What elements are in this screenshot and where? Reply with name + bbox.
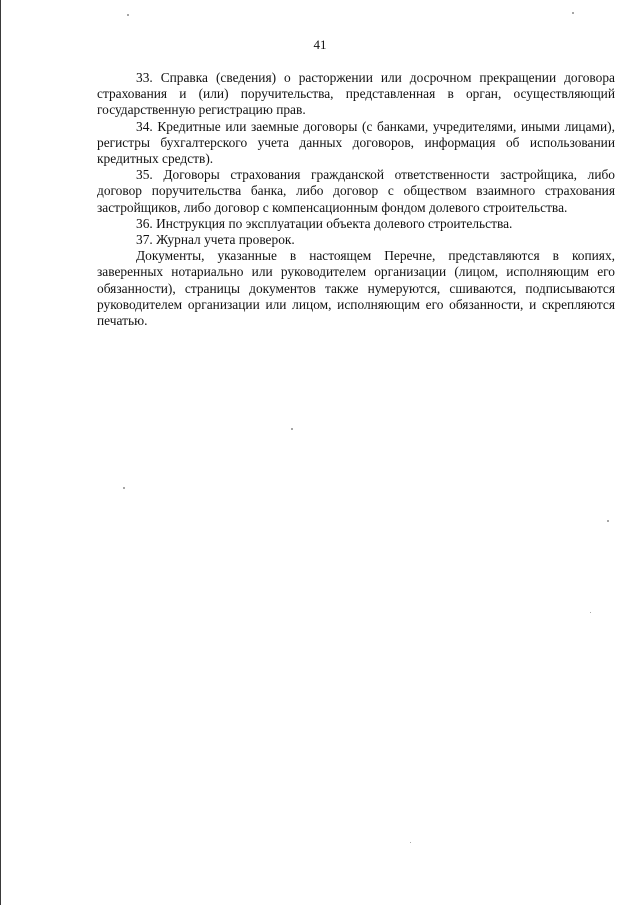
scan-speck	[590, 612, 591, 613]
paragraph-item-34: 34. Кредитные или заемные договоры (с банками, учредителями, иными лицами), регистры бухгалтерского учета данных договоров, информация об использовании кредитных средств).	[97, 118, 615, 167]
scan-speck	[127, 14, 129, 16]
scan-speck	[572, 12, 574, 14]
scan-speck	[291, 428, 293, 430]
paragraph-closing-note: Документы, указанные в настоящем Перечне, представляются в копиях, заверенных нотариально или руководителем организации (лицом, исполняющим его обязанности), страницы документов также нумеруются, сшиваются, подписываются руководителем организации или лицом, исполняющим его обязанности, и скрепляются печатью.	[97, 248, 615, 329]
paragraph-item-35: 35. Договоры страхования гражданской ответственности застройщика, либо договор поручительства банка, либо договор с обществом взаимного страхования застройщиков, либо договор с компенсационным фондом долевого строительства.	[97, 167, 615, 215]
page-edge-line	[0, 0, 1, 905]
document-body	[97, 70, 615, 329]
scan-speck	[607, 520, 609, 522]
paragraph-item-33: 33. Справка (сведения) о расторжении или досрочном прекращении договора страхования и (или) поручительства, представленная в орган, осуществляющий государственную регистрацию прав.	[97, 70, 615, 118]
paragraph-item-37: 37. Журнал учета проверок.	[136, 232, 295, 248]
paragraph-item-36: 36. Инструкция по эксплуатации объекта долевого строительства.	[136, 215, 513, 231]
scan-speck	[410, 842, 411, 843]
page-number: 41	[313, 37, 327, 52]
scan-speck	[123, 487, 125, 489]
